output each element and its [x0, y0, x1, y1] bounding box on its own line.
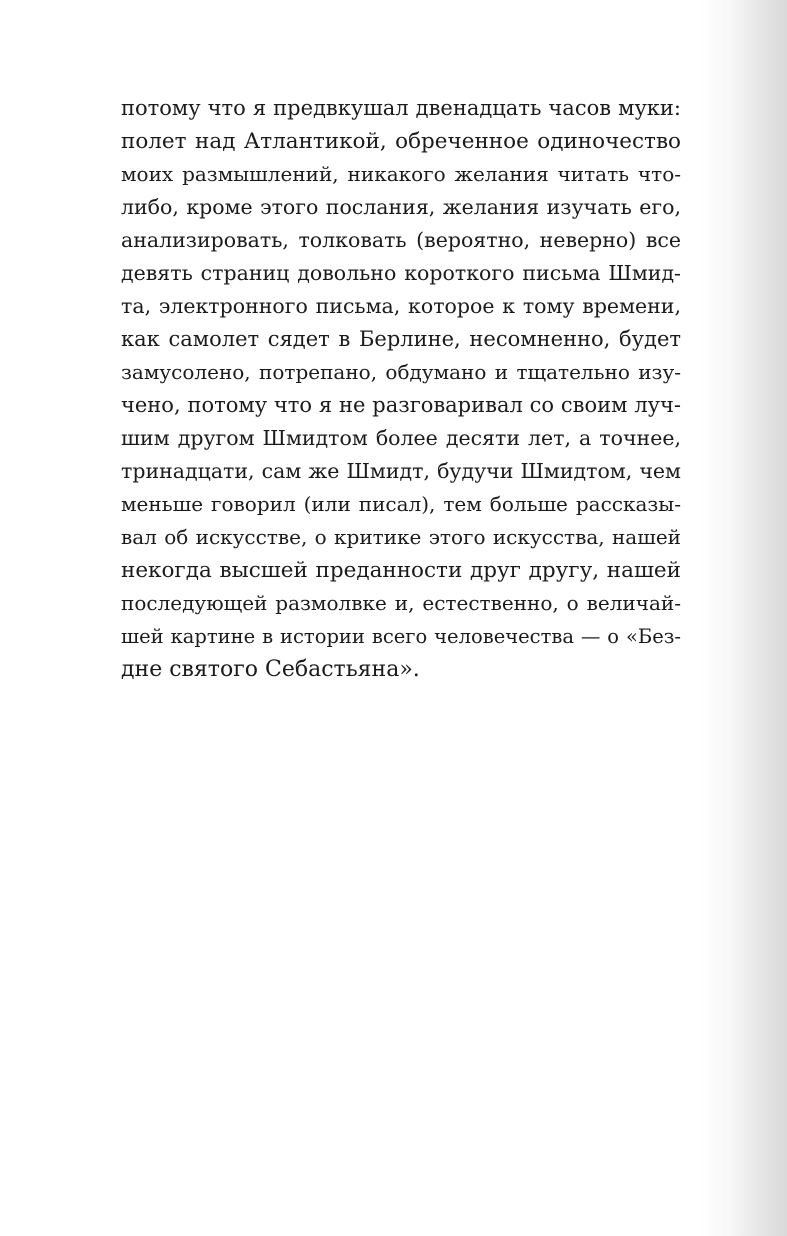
text-line: замусолено, потрепано, обдумано и тщательно изу-: [121, 360, 681, 384]
text-line: чено, потому что я не разговаривал со своим луч-: [121, 393, 681, 417]
text-line: дне святого Себастьяна».: [121, 657, 420, 682]
text-line: как самолет сядет в Берлине, несомненно, будет: [121, 327, 681, 351]
text-line: шим другом Шмидтом более десяти лет, а точнее,: [121, 426, 681, 450]
body-text: [121, 92, 681, 686]
text-line: та, электронного письма, которое к тому времени,: [121, 294, 681, 318]
text-line: некогда высшей преданности друг другу, нашей: [121, 558, 681, 583]
text-line: анализировать, толковать (вероятно, неверно) все: [121, 228, 681, 252]
text-line: потому что я предвкушал двенадцать часов муки:: [121, 96, 681, 120]
text-line: либо, кроме этого послания, желания изучать его,: [121, 195, 681, 219]
text-line: последующей размолвке и, естественно, о величай-: [121, 591, 681, 615]
text-line: шей картине в истории всего человечества — о «Без-: [121, 625, 681, 648]
text-line: тринадцати, сам же Шмидт, будучи Шмидтом, чем: [121, 459, 681, 483]
text-line: моих размышлений, никакого желания читать что-: [121, 162, 681, 186]
text-line: меньше говорил (или писал), тем больше рассказы-: [121, 492, 681, 516]
text-line: девять страниц довольно короткого письма Шмид-: [121, 261, 681, 285]
text-line: полет над Атлантикой, обреченное одиночество: [121, 129, 681, 154]
text-line: вал об искусстве, о критике этого искусства, нашей: [121, 525, 681, 549]
